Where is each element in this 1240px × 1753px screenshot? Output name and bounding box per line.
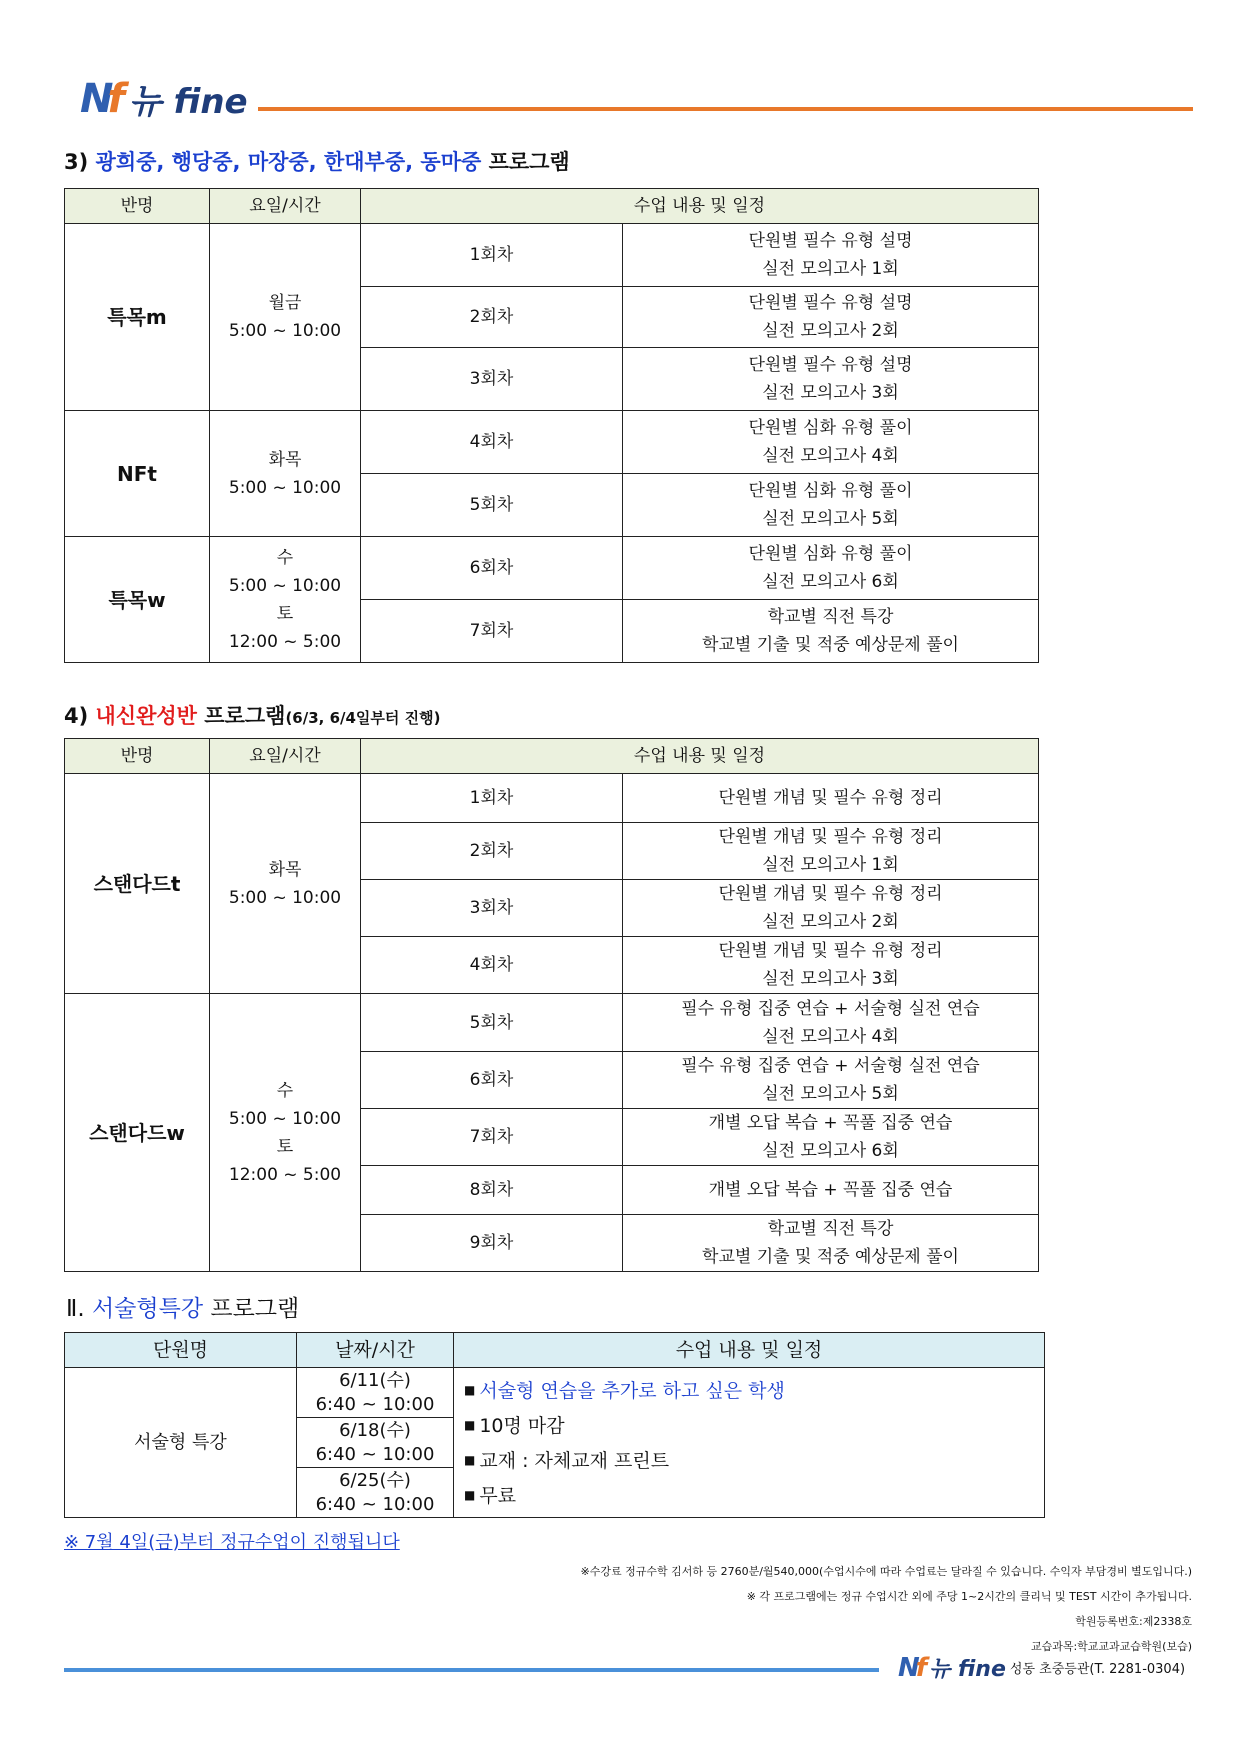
session-round: 5회차: [361, 994, 623, 1052]
section3-table: [64, 188, 1039, 663]
session-content: 단원별 심화 유형 풀이 실전 모의고사 5회: [623, 474, 1039, 537]
column-header: 반명: [65, 189, 210, 224]
session-round: 5회차: [361, 474, 623, 537]
list-item: ■ 10명 마감: [464, 1414, 565, 1437]
session-content: 단원별 심화 유형 풀이 실전 모의고사 6회: [623, 537, 1039, 600]
class-name: 특목w: [65, 537, 210, 663]
table-row: [65, 411, 1039, 474]
session-datetime: 6/25(수) 6:40 ~ 10:00: [297, 1468, 454, 1518]
session-content: 학교별 직전 특강 학교별 기출 및 적중 예상문제 풀이: [623, 1215, 1039, 1272]
logo-text: 뉴 fine: [929, 1657, 1006, 1682]
class-time: 월금 5:00 ~ 10:00: [210, 224, 361, 411]
session-round: 1회차: [361, 774, 623, 823]
session-round: 3회차: [361, 880, 623, 937]
session-round: 3회차: [361, 348, 623, 411]
header-divider: [258, 107, 1193, 111]
section3-title: 3) 광희중, 행당중, 마장중, 한대부중, 동마중 프로그램: [64, 150, 570, 174]
table-header-row: [65, 189, 1039, 224]
session-content: 학교별 직전 특강 학교별 기출 및 적중 예상문제 풀이: [623, 600, 1039, 663]
class-name: 스탠다드w: [65, 994, 210, 1272]
list-item: ■ 무료: [464, 1484, 517, 1507]
table-row: [65, 537, 1039, 600]
logo-mark: Nf: [80, 75, 119, 122]
session-content: 단원별 개념 및 필수 유형 정리: [623, 774, 1039, 823]
table-row: [65, 1368, 1045, 1418]
bullet-square-icon: ■: [464, 1452, 476, 1467]
regular-class-notice: ※ 7월 4일(금)부터 정규수업이 진행됩니다: [64, 1532, 400, 1553]
section4-table: [64, 738, 1039, 1272]
clinic-footnote: ※ 각 프로그램에는 정규 수업시간 외에 주당 1~2시간의 클리닉 및 TEST 시간이 추가됩니다.: [746, 1590, 1192, 1603]
column-header: 반명: [65, 739, 210, 774]
session-content: 단원별 필수 유형 설명 실전 모의고사 3회: [623, 348, 1039, 411]
section4-name: 내신완성반: [95, 704, 197, 728]
section4-title: 4) 내신완성반 프로그램(6/3, 6/4일부터 진행): [64, 704, 441, 728]
column-header: 수업 내용 및 일정: [361, 189, 1039, 224]
tuition-footnote: ※수강료 정규수학 김서하 등 2760분/월540,000(수업시수에 따라 수업료는 달라질 수 있습니다. 수익자 부담경비 별도입니다.): [580, 1565, 1192, 1578]
session-datetime: 6/11(수) 6:40 ~ 10:00: [297, 1368, 454, 1418]
session-content: 단원별 개념 및 필수 유형 정리 실전 모의고사 3회: [623, 937, 1039, 994]
bullet-square-icon: ■: [464, 1417, 476, 1432]
column-header: 날짜/시간: [297, 1333, 454, 1368]
session-content: 단원별 필수 유형 설명 실전 모의고사 2회: [623, 287, 1039, 348]
footer-divider: [64, 1668, 879, 1672]
session-content: 단원별 심화 유형 풀이 실전 모의고사 4회: [623, 411, 1039, 474]
session-content: 단원별 필수 유형 설명 실전 모의고사 1회: [623, 224, 1039, 287]
footer-logo: [898, 1652, 1185, 1683]
section3-schools: 광희중, 행당중, 마장중, 한대부중, 동마중: [95, 150, 482, 174]
session-content: 단원별 개념 및 필수 유형 정리 실전 모의고사 2회: [623, 880, 1039, 937]
session-round: 4회차: [361, 411, 623, 474]
bullet-square-icon: ■: [464, 1487, 476, 1502]
table-header-row: [65, 739, 1039, 774]
table-row: [65, 994, 1039, 1052]
session-round: 8회차: [361, 1166, 623, 1215]
column-header: 단원명: [65, 1333, 297, 1368]
section4-note: (6/3, 6/4일부터 진행): [285, 709, 441, 727]
session-content: 개별 오답 복습 + 꼭풀 집중 연습 실전 모의고사 6회: [623, 1109, 1039, 1166]
class-name: 특목m: [65, 224, 210, 411]
column-header: 수업 내용 및 일정: [361, 739, 1039, 774]
session-content: 단원별 개념 및 필수 유형 정리 실전 모의고사 1회: [623, 823, 1039, 880]
table-row: [65, 224, 1039, 287]
class-time: 화목 5:00 ~ 10:00: [210, 411, 361, 537]
class-name: NFt: [65, 411, 210, 537]
session-round: 6회차: [361, 537, 623, 600]
session-round: 7회차: [361, 600, 623, 663]
session-round: 2회차: [361, 823, 623, 880]
bullet-square-icon: ■: [464, 1382, 476, 1397]
branch-contact: 성동 초중등관(T. 2281-0304): [1009, 1662, 1186, 1677]
column-header: 요일/시간: [210, 739, 361, 774]
class-time: 수 5:00 ~ 10:00 토 12:00 ~ 5:00: [210, 994, 361, 1272]
table-row: [65, 774, 1039, 823]
session-content: 개별 오답 복습 + 꼭풀 집중 연습: [623, 1166, 1039, 1215]
list-item: ■ 교재 : 자체교재 프린트: [464, 1449, 670, 1472]
brand-logo: [80, 74, 248, 123]
session-round: 2회차: [361, 287, 623, 348]
session-round: 6회차: [361, 1052, 623, 1109]
logo-mark: Nf: [898, 1652, 924, 1683]
section2-name: 서술형특강: [91, 1296, 204, 1322]
class-time: 수 5:00 ~ 10:00 토 12:00 ~ 5:00: [210, 537, 361, 663]
subject-info: 교습과목:학교교과교습학원(보습): [1030, 1640, 1192, 1653]
column-header: 요일/시간: [210, 189, 361, 224]
session-round: 9회차: [361, 1215, 623, 1272]
list-item: ■ 서술형 연습을 추가로 하고 싶은 학생: [464, 1379, 785, 1402]
unit-name: 서술형 특강: [65, 1368, 297, 1518]
logo-text: 뉴 fine: [128, 82, 248, 122]
section2-table: [64, 1332, 1045, 1518]
table-header-row: [65, 1333, 1045, 1368]
session-content: 필수 유형 집중 연습 + 서술형 실전 연습 실전 모의고사 4회: [623, 994, 1039, 1052]
class-time: 화목 5:00 ~ 10:00: [210, 774, 361, 994]
session-round: 7회차: [361, 1109, 623, 1166]
section2-title: Ⅱ. 서술형특강 프로그램: [66, 1296, 300, 1322]
class-name: 스탠다드t: [65, 774, 210, 994]
session-round: 4회차: [361, 937, 623, 994]
registration-number: 학원등록번호:제2338호: [1075, 1615, 1192, 1628]
session-datetime: 6/18(수) 6:40 ~ 10:00: [297, 1418, 454, 1468]
session-content: 필수 유형 집중 연습 + 서술형 실전 연습 실전 모의고사 5회: [623, 1052, 1039, 1109]
course-info-list: [454, 1368, 1045, 1518]
session-round: 1회차: [361, 224, 623, 287]
column-header: 수업 내용 및 일정: [454, 1333, 1045, 1368]
